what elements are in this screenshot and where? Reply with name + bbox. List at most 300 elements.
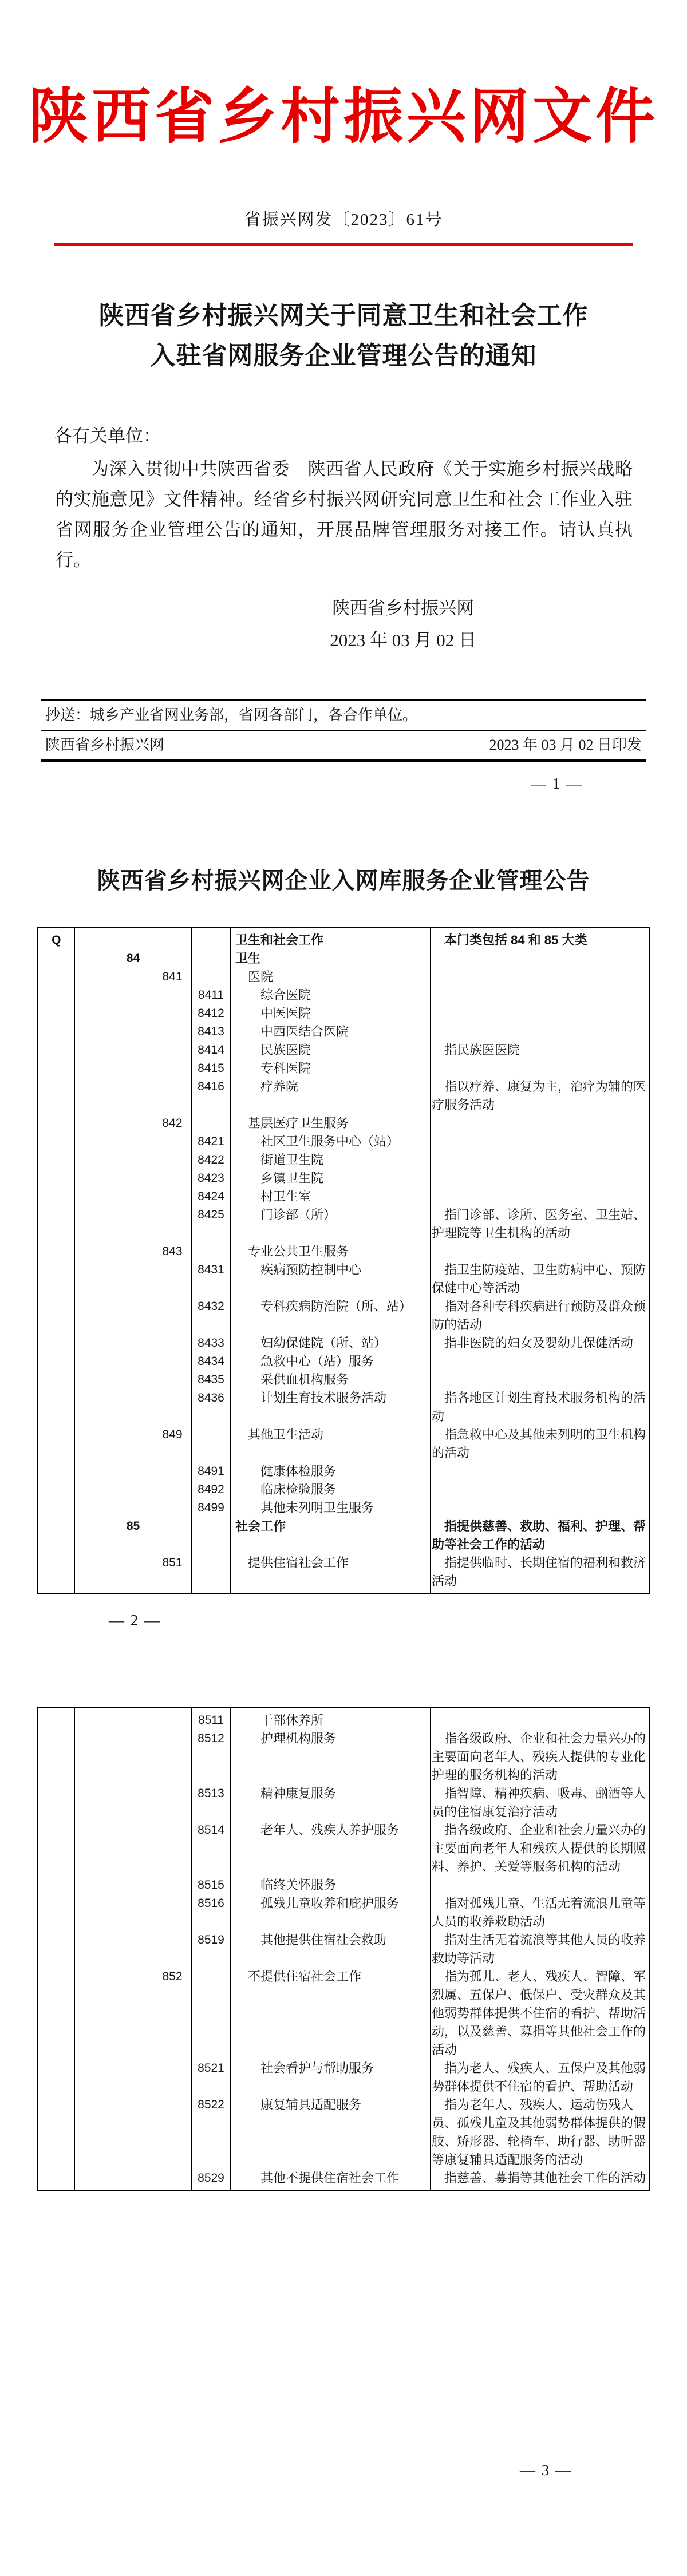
- footer-print-date: 2023 年 03 月 02 日印发: [489, 737, 642, 753]
- cell-category-name: 妇幼保健院（所、站）: [231, 1334, 431, 1352]
- cell-code: [153, 1499, 192, 1517]
- cell-code: [38, 1784, 75, 1821]
- cell-code: [75, 1462, 113, 1481]
- cell-code: 85: [113, 1517, 153, 1554]
- cell-code: [153, 1133, 192, 1151]
- table-row: [38, 1517, 650, 1554]
- table-row: [38, 1151, 650, 1169]
- table-row: [38, 1188, 650, 1206]
- table-row: [38, 949, 650, 968]
- cell-remark: [431, 1151, 650, 1169]
- table-row: [38, 1894, 650, 1931]
- footer-org: 陕西省乡村振兴网: [45, 737, 165, 753]
- cell-remark: [431, 1499, 650, 1517]
- cell-code: [75, 1297, 113, 1334]
- cell-code: [113, 1151, 153, 1169]
- cell-code: [153, 2059, 192, 2096]
- cell-remark: [431, 1114, 650, 1133]
- cell-code: [192, 949, 231, 968]
- cell-code: [75, 1968, 113, 2059]
- cell-code: [75, 1188, 113, 1206]
- table-row: [38, 1078, 650, 1114]
- table-row: [38, 1297, 650, 1334]
- cell-code: [113, 1078, 153, 1114]
- cell-code: [113, 1876, 153, 1894]
- cell-remark: [431, 1462, 650, 1481]
- cell-code: [38, 1481, 75, 1499]
- cell-code: [75, 2059, 113, 2096]
- cell-code: [75, 1261, 113, 1297]
- cell-category-name: 临床检验服务: [231, 1481, 431, 1499]
- cell-code: [38, 1151, 75, 1169]
- cell-category-name: 康复辅具适配服务: [231, 2096, 431, 2169]
- table-row: [38, 1059, 650, 1078]
- table-row: [38, 1821, 650, 1876]
- classification-table-page2: [37, 927, 650, 1594]
- cell-code: [75, 1133, 113, 1151]
- cell-code: [75, 1708, 113, 1730]
- cell-code: 8412: [192, 1004, 231, 1023]
- cell-remark: [431, 1169, 650, 1188]
- cell-code: 8415: [192, 1059, 231, 1078]
- cell-code: [38, 1876, 75, 1894]
- cell-code: [75, 1243, 113, 1261]
- cell-category-name: 街道卫生院: [231, 1151, 431, 1169]
- cell-code: [38, 1297, 75, 1334]
- cell-code: [153, 1169, 192, 1188]
- cell-code: [113, 1114, 153, 1133]
- cell-remark: 指对各种专科疾病进行预防及群众预防的活动: [431, 1297, 650, 1334]
- cell-category-name: 疾病预防控制中心: [231, 1261, 431, 1297]
- cell-code: [113, 1041, 153, 1059]
- table-row: [38, 1462, 650, 1481]
- cell-code: [38, 1554, 75, 1594]
- cell-code: [75, 1876, 113, 1894]
- cell-remark: 指慈善、募捐等其他社会工作的活动: [431, 2169, 650, 2191]
- cell-code: [153, 1059, 192, 1078]
- cell-code: [153, 1371, 192, 1389]
- announcement-title: 陕西省乡村振兴网企业入网库服务企业管理公告: [97, 868, 590, 893]
- document-title-line2: 入驻省网服务企业管理公告的通知: [150, 342, 537, 370]
- cell-code: 8514: [192, 1821, 231, 1876]
- cell-code: [38, 1894, 75, 1931]
- cell-code: [113, 2096, 153, 2169]
- table-row: [38, 2096, 650, 2169]
- cell-code: [113, 1462, 153, 1481]
- cell-code: [113, 1334, 153, 1352]
- cell-code: [113, 1352, 153, 1371]
- cell-code: [38, 1730, 75, 1784]
- table-row: [38, 1499, 650, 1517]
- cell-code: [75, 1821, 113, 1876]
- cell-code: [113, 1426, 153, 1462]
- page-number-2: — 2 —: [109, 1612, 161, 1629]
- cell-remark: 指以疗养、康复为主，治疗为辅的医疗服务活动: [431, 1078, 650, 1114]
- cell-code: [38, 1371, 75, 1389]
- cell-category-name: 护理机构服务: [231, 1730, 431, 1784]
- cell-remark: 指为孤儿、老人、残疾人、智障、军烈属、五保户、低保户、受灾群众及其他弱势群体提供不住宿的看护、帮助活动，以及慈善、募捐等其他社会工作的活动: [431, 1968, 650, 2059]
- cell-code: [153, 1730, 192, 1784]
- cell-remark: 指门诊部、诊所、医务室、卫生站、护理院等卫生机构的活动: [431, 1206, 650, 1243]
- print-footer: [41, 731, 646, 759]
- table-row: [38, 1481, 650, 1499]
- cell-category-name: 村卫生室: [231, 1188, 431, 1206]
- cell-code: [38, 1426, 75, 1462]
- cell-code: [75, 1426, 113, 1462]
- table-row: [38, 1334, 650, 1352]
- cell-code: 849: [153, 1426, 192, 1462]
- cell-code: [75, 1041, 113, 1059]
- cell-code: [153, 1821, 192, 1876]
- cell-category-name: 急救中心（站）服务: [231, 1352, 431, 1371]
- cell-code: [113, 1968, 153, 2059]
- cell-code: [38, 949, 75, 968]
- cell-category-name: 综合医院: [231, 986, 431, 1004]
- cell-code: [153, 1462, 192, 1481]
- cell-category-name: 民族医院: [231, 1041, 431, 1059]
- cell-category-name: 中医医院: [231, 1004, 431, 1023]
- cell-code: [38, 1334, 75, 1352]
- page-number-3: — 3 —: [520, 2462, 572, 2479]
- cell-code: [113, 1188, 153, 1206]
- cell-code: [113, 1133, 153, 1151]
- cell-code: [75, 928, 113, 949]
- cell-code: 8513: [192, 1784, 231, 1821]
- page-2: [0, 866, 687, 1630]
- cell-code: [113, 2169, 153, 2191]
- cell-category-name: 临终关怀服务: [231, 1876, 431, 1894]
- cell-code: [153, 1876, 192, 1894]
- cell-code: [153, 1078, 192, 1114]
- cell-code: [153, 1334, 192, 1352]
- cell-code: [38, 986, 75, 1004]
- cell-code: [113, 986, 153, 1004]
- cell-category-name: 中西医结合医院: [231, 1023, 431, 1041]
- cell-remark: 指提供慈善、救助、福利、护理、帮助等社会工作的活动: [431, 1517, 650, 1554]
- cell-code: 852: [153, 1968, 192, 2059]
- cc-block: [41, 699, 646, 762]
- cell-code: 8416: [192, 1078, 231, 1114]
- table-row: [38, 2059, 650, 2096]
- cell-code: [38, 1078, 75, 1114]
- cell-code: [113, 1821, 153, 1876]
- cell-code: [75, 1371, 113, 1389]
- cell-code: 8515: [192, 1876, 231, 1894]
- sign-date: 2023 年 03 月 02 日: [330, 630, 476, 650]
- cell-category-name: 社区卫生服务中心（站）: [231, 1133, 431, 1151]
- cell-code: [75, 1389, 113, 1426]
- cell-code: [153, 1784, 192, 1821]
- cell-code: [38, 1389, 75, 1426]
- signature-block: [330, 592, 476, 656]
- cell-code: [75, 2169, 113, 2191]
- cell-category-name: 计划生育技术服务活动: [231, 1389, 431, 1426]
- cell-code: [153, 1481, 192, 1499]
- cell-code: [153, 1188, 192, 1206]
- cell-remark: 指各地区计划生育技术服务机构的活动: [431, 1389, 650, 1426]
- cell-code: [38, 1708, 75, 1730]
- cell-code: [113, 1730, 153, 1784]
- cell-code: [113, 1261, 153, 1297]
- cell-code: [75, 1894, 113, 1931]
- cell-code: [38, 1517, 75, 1554]
- body-paragraph: 为深入贯彻中共陕西省委 陕西省人民政府《关于实施乡村振兴战略的实施意见》文件精神。经省乡村振兴网研究同意卫生和社会工作业入驻省网服务企业管理公告的通知，开展品牌管理服务对接工作。请认真执行。: [56, 459, 633, 570]
- cell-code: [113, 1389, 153, 1426]
- cell-code: [153, 1708, 192, 1730]
- cell-code: [113, 1784, 153, 1821]
- table-row: [38, 1023, 650, 1041]
- cell-code: [38, 1352, 75, 1371]
- cell-code: [75, 1517, 113, 1554]
- cell-code: [38, 1462, 75, 1481]
- cell-category-name: 卫生: [231, 949, 431, 968]
- cell-category-name: 其他提供住宿社会救助: [231, 1931, 431, 1968]
- cell-code: [113, 1023, 153, 1041]
- page-number-1: — 1 —: [531, 775, 583, 792]
- cell-code: 8522: [192, 2096, 231, 2169]
- table-row: [38, 1784, 650, 1821]
- cell-code: [38, 1188, 75, 1206]
- cell-code: 8511: [192, 1708, 231, 1730]
- cell-remark: [431, 1481, 650, 1499]
- cell-code: [75, 1554, 113, 1594]
- cell-code: [192, 1114, 231, 1133]
- cell-code: [153, 928, 192, 949]
- cell-code: [113, 1554, 153, 1594]
- table-row: [38, 1261, 650, 1297]
- cell-code: [38, 1041, 75, 1059]
- cell-code: [192, 1968, 231, 2059]
- cell-category-name: 精神康复服务: [231, 1784, 431, 1821]
- cell-remark: 指为老年人、残疾人、运动伤残人员、孤残儿童及其他弱势群体提供的假肢、矫形器、轮椅车、助行器、助听器等康复辅具适配服务的活动: [431, 2096, 650, 2169]
- cell-remark: 指对孤残儿童、生活无着流浪儿童等人员的收养救助活动: [431, 1894, 650, 1931]
- cell-category-name: 专业公共卫生服务: [231, 1243, 431, 1261]
- cell-code: [153, 1894, 192, 1931]
- table-row: [38, 2169, 650, 2191]
- classification-table-page3: [37, 1707, 650, 2191]
- masthead-title: 陕西省乡村振兴网文件: [28, 84, 658, 150]
- cell-category-name: 卫生和社会工作: [231, 928, 431, 949]
- cell-code: [113, 1481, 153, 1499]
- table-row: [38, 1876, 650, 1894]
- cell-code: 8431: [192, 1261, 231, 1297]
- cell-code: [75, 1059, 113, 1078]
- doc-number: 省振兴网发〔2023〕61号: [244, 211, 443, 229]
- table-row: [38, 1133, 650, 1151]
- cell-code: [75, 949, 113, 968]
- cell-code: [75, 986, 113, 1004]
- cell-code: [113, 1499, 153, 1517]
- cc-line: 抄送：城乡产业省网业务部，省网各部门，各合作单位。: [41, 701, 646, 731]
- salutation: 各有关单位：: [54, 426, 161, 446]
- cell-remark: 本门类包括 84 和 85 大类: [431, 928, 650, 949]
- cell-remark: [431, 1352, 650, 1371]
- cell-remark: 指各级政府、企业和社会力量兴办的主要面向老年人、残疾人提供的专业化护理的服务机构的活动: [431, 1730, 650, 1784]
- cell-code: [113, 1169, 153, 1188]
- table-row: [38, 1352, 650, 1371]
- cell-code: [113, 928, 153, 949]
- cell-code: 8521: [192, 2059, 231, 2096]
- cell-code: 84: [113, 949, 153, 968]
- cell-category-name: 乡镇卫生院: [231, 1169, 431, 1188]
- cell-code: [75, 1499, 113, 1517]
- cell-code: [38, 1059, 75, 1078]
- table-row: [38, 1708, 650, 1730]
- cell-category-name: 其他卫生活动: [231, 1426, 431, 1462]
- cell-remark: [431, 1004, 650, 1023]
- cell-remark: [431, 1059, 650, 1078]
- cell-code: [113, 1004, 153, 1023]
- cell-code: [192, 1554, 231, 1594]
- cell-code: [192, 968, 231, 986]
- cell-code: 8435: [192, 1371, 231, 1389]
- cell-code: [38, 2059, 75, 2096]
- cell-code: 8432: [192, 1297, 231, 1334]
- cell-code: [153, 1041, 192, 1059]
- cell-remark: [431, 1243, 650, 1261]
- cell-code: 843: [153, 1243, 192, 1261]
- cell-remark: 指民族医医院: [431, 1041, 650, 1059]
- cell-remark: [431, 986, 650, 1004]
- cell-code: 8433: [192, 1334, 231, 1352]
- cell-remark: [431, 1708, 650, 1730]
- cell-code: 8413: [192, 1023, 231, 1041]
- cell-code: [38, 1114, 75, 1133]
- cell-category-name: 基层医疗卫生服务: [231, 1114, 431, 1133]
- cell-category-name: 医院: [231, 968, 431, 986]
- cell-code: 8491: [192, 1462, 231, 1481]
- cell-code: [75, 1730, 113, 1784]
- cell-code: [113, 1297, 153, 1334]
- cell-code: [38, 2169, 75, 2191]
- page-1: [0, 0, 687, 793]
- cell-code: [153, 1352, 192, 1371]
- cell-code: Q: [52, 933, 61, 947]
- table-row: [38, 1041, 650, 1059]
- cell-code: [75, 1334, 113, 1352]
- cell-category-name: 老年人、残疾人养护服务: [231, 1821, 431, 1876]
- cell-code: 8499: [192, 1499, 231, 1517]
- table-row: [38, 1931, 650, 1968]
- cell-category-name: 采供血机构服务: [231, 1371, 431, 1389]
- cell-code: 8411: [192, 986, 231, 1004]
- cell-code: [153, 1297, 192, 1334]
- cell-code: [113, 1708, 153, 1730]
- cell-code: [38, 1931, 75, 1968]
- cell-remark: [431, 1876, 650, 1894]
- cell-code: [153, 1517, 192, 1554]
- cell-category-name: 疗养院: [231, 1078, 431, 1114]
- cell-code: 842: [153, 1114, 192, 1133]
- table-row: [38, 1968, 650, 2059]
- cell-code: [113, 1243, 153, 1261]
- cell-code: [153, 1389, 192, 1426]
- cell-category-name: 门诊部（所）: [231, 1206, 431, 1243]
- cell-code: [75, 1004, 113, 1023]
- cell-category-name: 其他不提供住宿社会工作: [231, 2169, 431, 2191]
- table-row: [38, 1371, 650, 1389]
- cell-code: 8434: [192, 1352, 231, 1371]
- cell-code: [113, 1894, 153, 1931]
- cell-remark: [431, 949, 650, 968]
- table-row: [38, 1389, 650, 1426]
- cell-remark: 指卫生防疫站、卫生防病中心、预防保健中心等活动: [431, 1261, 650, 1297]
- cell-remark: 指急救中心及其他未列明的卫生机构的活动: [431, 1426, 650, 1462]
- cell-remark: 指对生活无着流浪等其他人员的收养救助等活动: [431, 1931, 650, 1968]
- cell-code: [153, 1023, 192, 1041]
- cell-code: [38, 1243, 75, 1261]
- cell-category-name: 专科医院: [231, 1059, 431, 1078]
- cell-code: [75, 1151, 113, 1169]
- cell-code: [75, 1169, 113, 1188]
- cell-code: [38, 1023, 75, 1041]
- cell-code: 8436: [192, 1389, 231, 1426]
- document-title: [0, 296, 687, 376]
- cell-code: [153, 1931, 192, 1968]
- cell-code: 8512: [192, 1730, 231, 1784]
- cell-code: [153, 986, 192, 1004]
- table-row: [38, 1730, 650, 1784]
- document-title-line1: 陕西省乡村振兴网关于同意卫生和社会工作: [98, 302, 589, 330]
- table-row: [38, 1004, 650, 1023]
- cell-category-name: 其他未列明卫生服务: [231, 1499, 431, 1517]
- cell-code: [75, 1206, 113, 1243]
- cell-code: [38, 1004, 75, 1023]
- cell-code: [38, 1821, 75, 1876]
- cell-remark: 指为老人、残疾人、五保户及其他弱势群体提供不住宿的看护、帮助活动: [431, 2059, 650, 2096]
- cell-code: 8519: [192, 1931, 231, 1968]
- cell-code: [75, 1114, 113, 1133]
- signer-name: 陕西省乡村振兴网: [332, 598, 475, 618]
- cell-code: 8422: [192, 1151, 231, 1169]
- cell-code: 8425: [192, 1206, 231, 1243]
- cell-code: [192, 1243, 231, 1261]
- table-row: [38, 1114, 650, 1133]
- table-row: [38, 1243, 650, 1261]
- cell-code: [192, 1426, 231, 1462]
- cell-remark: [431, 1133, 650, 1151]
- cell-code: 8414: [192, 1041, 231, 1059]
- cell-category-name: 社会看护与帮助服务: [231, 2059, 431, 2096]
- cell-code: 8424: [192, 1188, 231, 1206]
- cell-code: [113, 1206, 153, 1243]
- cell-code: [192, 928, 231, 949]
- cell-code: [153, 1004, 192, 1023]
- cell-category-name: 提供住宿社会工作: [231, 1554, 431, 1594]
- cell-code: [38, 2096, 75, 2169]
- cell-code: [153, 1261, 192, 1297]
- cell-code: [153, 949, 192, 968]
- table-row: [38, 968, 650, 986]
- cell-code: [75, 1352, 113, 1371]
- cell-remark: 指提供临时、长期住宿的福利和救济活动: [431, 1554, 650, 1594]
- cell-code: [113, 2059, 153, 2096]
- cell-category-name: 健康体检服务: [231, 1462, 431, 1481]
- cell-code: [75, 1078, 113, 1114]
- cell-code: [113, 1059, 153, 1078]
- cell-code: [153, 1151, 192, 1169]
- cell-code: [75, 1931, 113, 1968]
- cell-code: [38, 968, 75, 986]
- cell-code: [38, 1261, 75, 1297]
- cell-code: [153, 2096, 192, 2169]
- cell-category-name: 专科疾病防治院（所、站）: [231, 1297, 431, 1334]
- cell-remark: [431, 968, 650, 986]
- cell-code: [192, 1517, 231, 1554]
- table-row: [38, 1554, 650, 1594]
- cell-code: 8421: [192, 1133, 231, 1151]
- table-row: [38, 1206, 650, 1243]
